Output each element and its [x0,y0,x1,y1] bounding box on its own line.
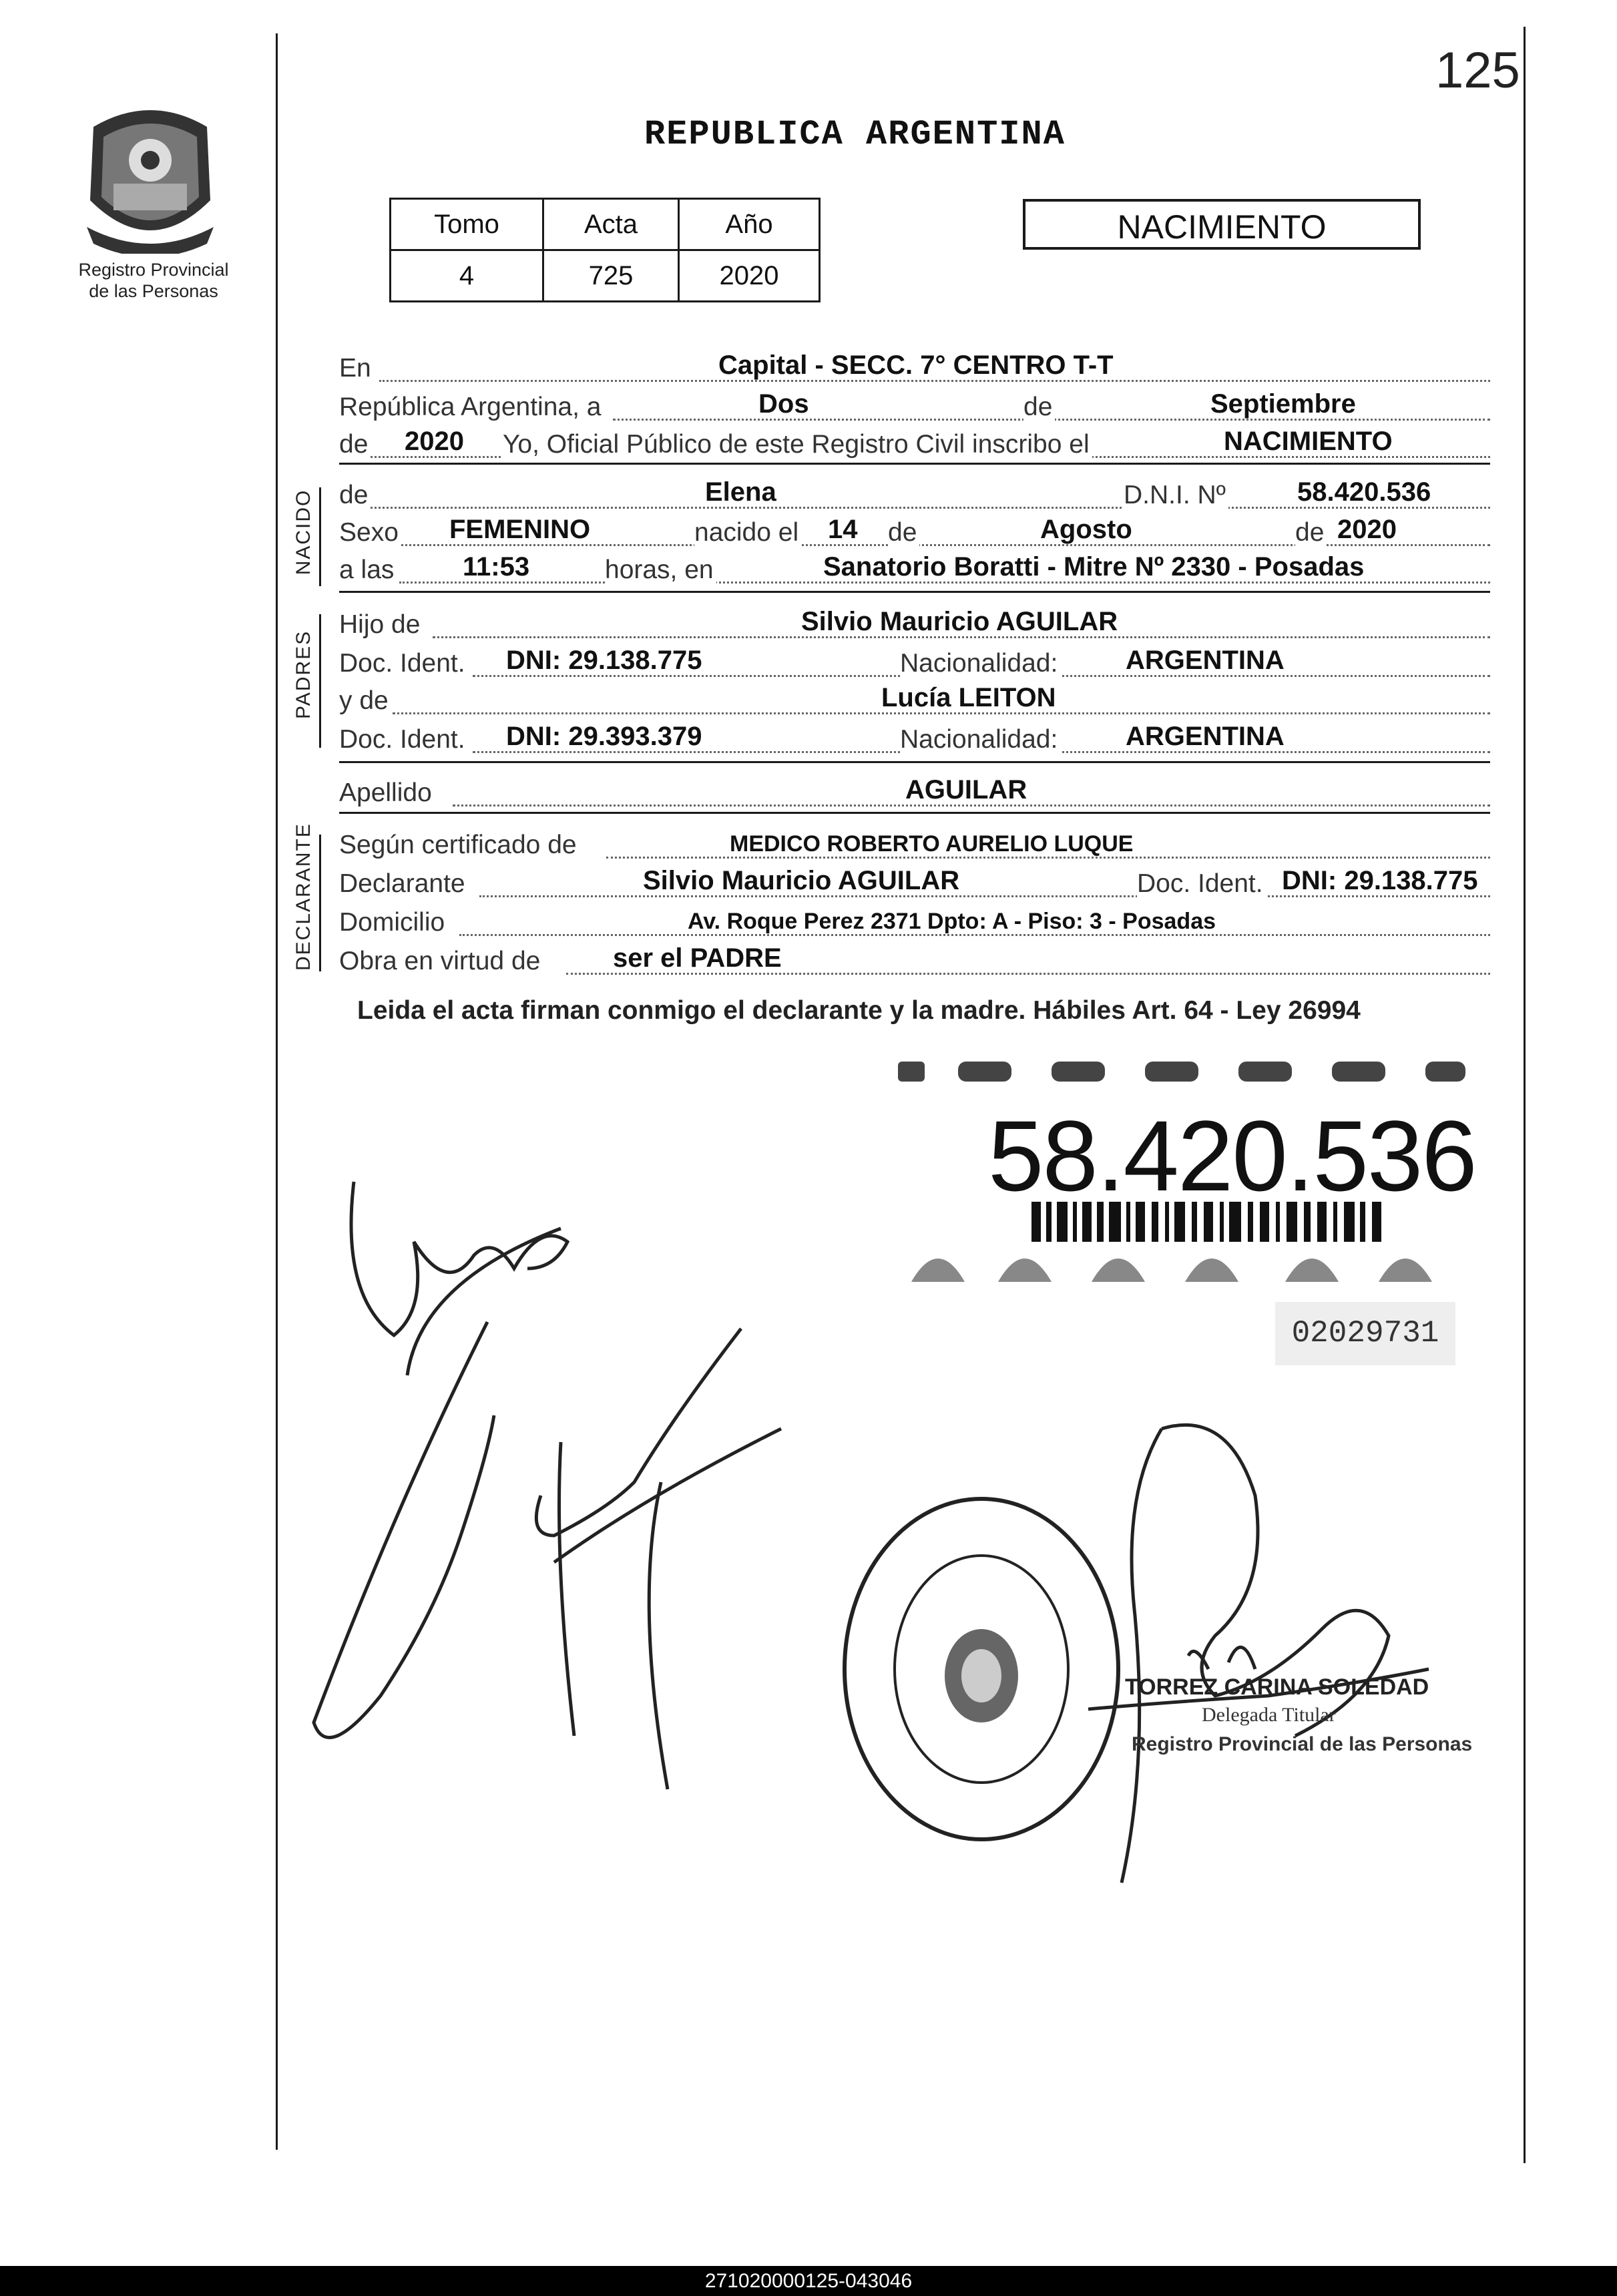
inscribe-value: NACIMIENTO [1224,427,1393,456]
row-y-de [339,681,1490,720]
birth-place: Sanatorio Boratti - Mitre Nº 2330 - Posadas [823,552,1365,582]
record-type-box: NACIMIENTO [1023,199,1421,250]
padres-section-label: PADRES [292,630,314,719]
sticker-serial: 02029731 [1275,1302,1455,1365]
signature-official-icon [1082,1415,1482,1896]
signature-declarante-icon [274,1162,875,1796]
row-madre-doc [339,720,1490,758]
domicilio-value: Av. Roque Perez 2371 Dpto: A - Piso: 3 - Posadas [688,909,1216,934]
anio-value: 2020 [679,250,820,302]
birth-year: 2020 [1337,515,1397,544]
sticker-dni-number: 58.420.536 [988,1100,1476,1212]
en-value: Capital - SECC. 7° CENTRO T-T [718,351,1114,380]
sexo-label: Sexo [339,518,401,547]
legal-note: Leida el acta firman conmigo el declarante y la madre. Hábiles Art. 64 - Ley 26994 [357,996,1361,1025]
padre-nac-label: Nacionalidad: [900,649,1060,678]
declarante-value: Silvio Mauricio AGUILAR [643,866,960,895]
day-value: Dos [758,389,809,419]
cert-label: Según certificado de [339,831,580,860]
row-nacido-nombre [339,475,1490,514]
hijo-de-label: Hijo de [339,610,423,640]
anio-label: Año [679,199,820,250]
madre-nac: ARGENTINA [1126,722,1285,751]
official-name: TORREZ CARINA SOLEDAD [1125,1674,1429,1700]
row-domicilio [339,903,1490,941]
apellido-label: Apellido [339,778,435,808]
obra-label: Obra en virtud de [339,947,543,976]
divider-1 [339,463,1490,465]
declarante-doc: DNI: 29.138.775 [1282,866,1478,895]
horas-en-label: horas, en [605,555,716,585]
birth-de2-label: de [1295,518,1327,547]
alas-label: a las [339,555,397,585]
y-de-label: y de [339,686,391,716]
official-role: Delegada Titular [1202,1704,1336,1726]
row-republica [339,387,1490,426]
tomo-value: 4 [391,250,543,302]
document-title: REPUBLICA ARGENTINA [644,115,1066,154]
left-margin-line [276,33,278,2150]
row-declarante [339,864,1490,903]
divider-3 [339,761,1490,763]
divider-2 [339,591,1490,593]
declarante-doc-label: Doc. Ident. [1137,869,1266,899]
right-margin-line [1524,27,1526,2163]
row-obra [339,941,1490,980]
de-label: de [1023,393,1055,422]
tomo-label: Tomo [391,199,543,250]
madre-nac-label: Nacionalidad: [900,725,1060,754]
row-sexo [339,513,1490,551]
birth-de-label: de [888,518,919,547]
row-hijo-de [339,605,1490,644]
nacido-name: Elena [705,477,776,507]
nacido-bracket [319,487,321,586]
row-year [339,425,1490,463]
declarante-section-label: DECLARANTE [292,823,314,971]
province-emblem-icon [73,100,227,254]
row-certificado [339,825,1490,864]
footer-code: 271020000125-043046 [0,2266,1617,2296]
official-org: Registro Provincial de las Personas [1132,1733,1473,1755]
page-number: 125 [1435,42,1520,99]
padre-doc: DNI: 29.138.775 [506,646,702,675]
padre-name: Silvio Mauricio AGUILAR [801,607,1118,636]
row-padre-doc [339,644,1490,682]
madre-name: Lucía LEITON [881,683,1056,712]
obra-value: ser el PADRE [613,943,782,973]
month-value: Septiembre [1210,389,1356,419]
domicilio-label: Domicilio [339,908,447,937]
row-en [339,349,1490,387]
en-label: En [339,354,374,383]
nacido-dni: 58.420.536 [1297,477,1431,507]
madre-doc-label: Doc. Ident. [339,725,468,754]
declarante-bracket [319,835,321,971]
nombre-de-label: de [339,481,371,510]
birth-hour: 11:53 [463,552,530,582]
acta-value: 725 [543,250,679,302]
oficial-text: Yo, Oficial Público de este Registro Civil inscribo el [503,430,1092,459]
birth-month: Agosto [1040,515,1132,544]
acta-label: Acta [543,199,679,250]
row-apellido [339,773,1490,812]
cert-value: MEDICO ROBERTO AURELIO LUQUE [730,831,1134,857]
divider-4 [339,812,1490,814]
madre-doc: DNI: 29.393.379 [506,722,702,751]
sexo-value: FEMENINO [449,515,591,544]
de2-label: de [339,430,371,459]
republica-label: República Argentina, a [339,393,604,422]
record-table [389,198,821,302]
nacido-el-label: nacido el [694,518,801,547]
nacido-section-label: NACIDO [292,489,314,576]
padre-nac: ARGENTINA [1126,646,1285,675]
official-seal-icon [835,1489,1128,1849]
dni-label: D.N.I. Nº [1124,481,1228,510]
registry-caption-line1: Registro Provincial [78,260,229,280]
birth-day: 14 [828,515,858,544]
declarante-label: Declarante [339,869,468,899]
padre-doc-label: Doc. Ident. [339,649,468,678]
registry-caption-line2: de las Personas [89,281,218,301]
row-hora [339,550,1490,589]
year-value: 2020 [405,427,464,456]
registry-caption [60,259,247,302]
apellido-value: AGUILAR [905,775,1027,805]
padres-bracket [319,614,321,748]
